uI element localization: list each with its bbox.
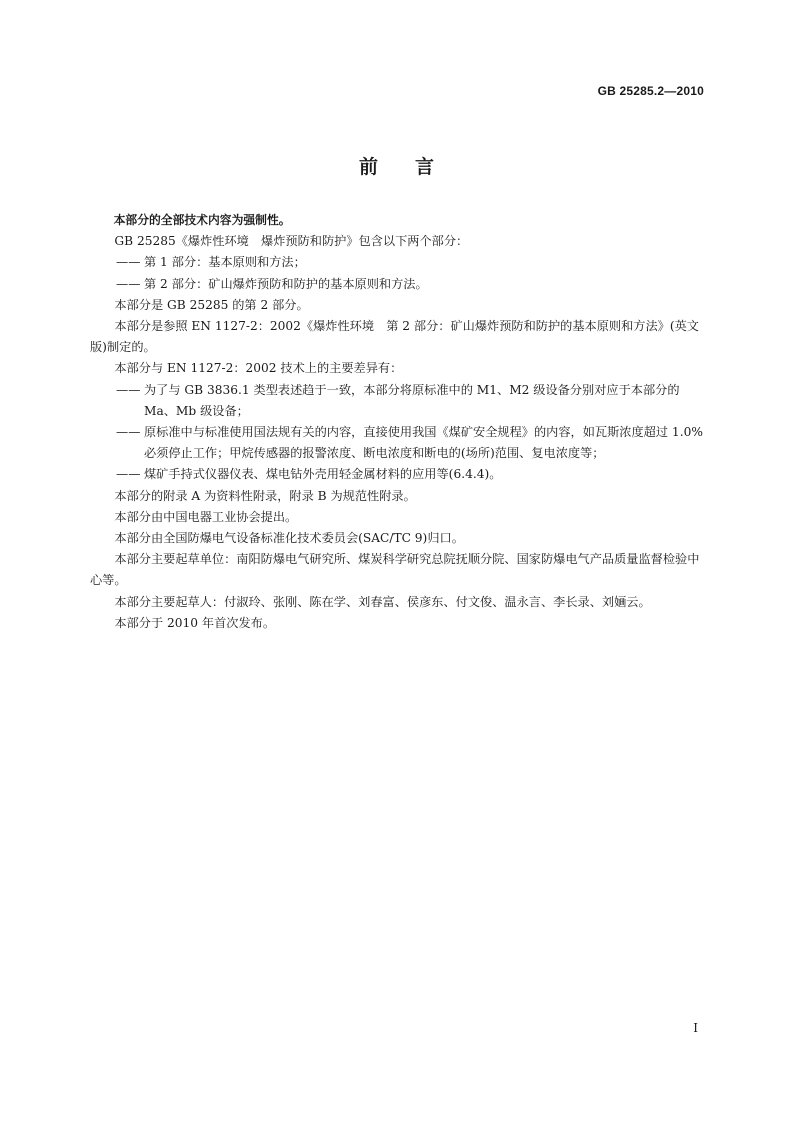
dash-item-text: 原标准中与标准使用国法规有关的内容，直接使用我国《煤矿安全规程》的内容，如瓦斯浓度超过 1.0%必须停止工作；甲烷传感器的报警浓度、断电浓度和断电的(场所)范围、复电浓度等；: [144, 425, 703, 461]
dash-item: [116, 380, 704, 422]
mandatory-statement: 本部分的全部技术内容为强制性。: [113, 213, 291, 227]
dash-item-text: 煤矿手持式仪器仪表、煤电钻外壳用轻金属材料的应用等(6.4.4)。: [144, 467, 502, 482]
paragraph: GB 25285《爆炸性环境 爆炸预防和防护》包含以下两个部分：: [114, 234, 469, 249]
paragraph: 本部分是 GB 25285 的第 2 部分。: [114, 297, 309, 312]
paragraph: 本部分由中国电器工业协会提出。: [114, 509, 298, 524]
page-title: [0, 152, 794, 179]
standard-number: GB 25285.2—2010: [597, 84, 704, 98]
dash-mark: ——: [116, 255, 141, 270]
dash-mark: ——: [116, 276, 141, 291]
dash-item-text: 第 1 部分：基本原则和方法；: [144, 255, 306, 270]
paragraph: 本部分是参照 EN 1127-2：2002《爆炸性环境 第 2 部分：矿山爆炸预防和防护的基本原则和方法》(英文版)制定的。: [90, 319, 699, 355]
paragraph: 本部分主要起草人：付淑玲、张刚、陈在学、刘春富、侯彦东、付文俊、温永言、李长录、刘婳云。: [114, 594, 651, 609]
paragraph: 本部分与 EN 1127-2：2002 技术上的主要差异有：: [114, 361, 403, 376]
dash-item: [116, 252, 704, 273]
dash-item-text: 第 2 部分：矿山爆炸预防和防护的基本原则和方法。: [144, 276, 428, 291]
dash-mark: ——: [116, 382, 141, 397]
foreword-body: [90, 210, 704, 634]
dash-item: [116, 422, 704, 464]
paragraph: 本部分的附录 A 为资料性附录，附录 B 为规范性附录。: [114, 488, 416, 503]
paragraph: 本部分由全国防爆电气设备标准化技术委员会(SAC/TC 9)归口。: [114, 531, 464, 546]
title-char-2: 言: [415, 156, 436, 178]
dash-item-text: 为了与 GB 3836.1 类型表述趋于一致，本部分将原标准中的 M1、M2 级设备分别对应于本部分的 Ma、Mb 级设备；: [144, 382, 680, 418]
dash-mark: ——: [116, 467, 141, 482]
dash-item: [116, 274, 704, 295]
paragraph: 本部分主要起草单位：南阳防爆电气研究所、煤炭科学研究总院抚顺分院、国家防爆电气产品质量监督检验中心等。: [90, 552, 700, 588]
dash-item: [116, 464, 704, 485]
dash-mark: ——: [116, 425, 141, 440]
page-number: I: [693, 1021, 698, 1035]
paragraph: 本部分于 2010 年首次发布。: [114, 615, 276, 630]
title-char-1: 前: [358, 156, 379, 178]
